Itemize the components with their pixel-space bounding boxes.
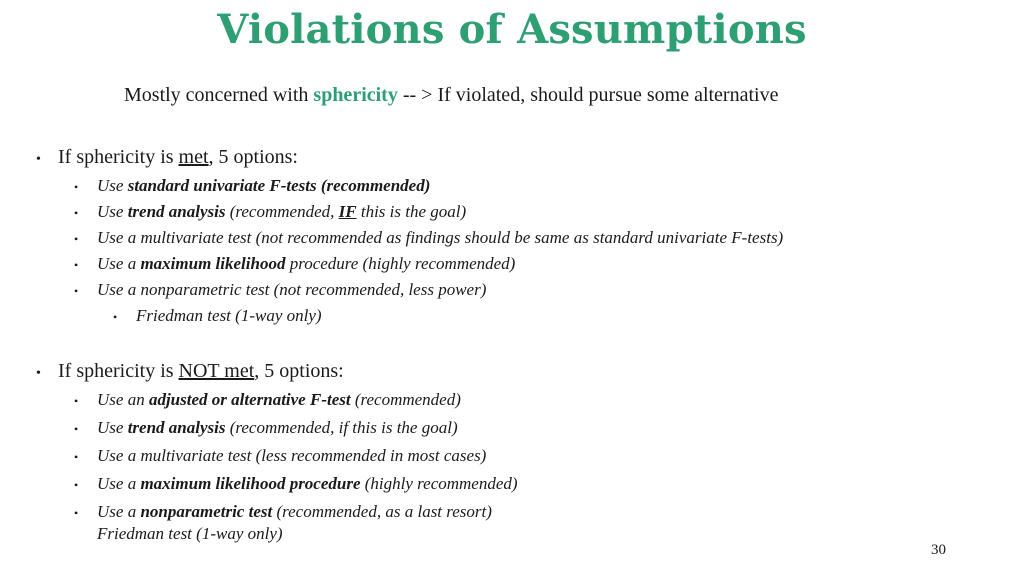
list-item: • Use a nonparametric test (not recommended, less power) bbox=[74, 280, 487, 299]
list-item: • Use an adjusted or alternative F-test (recommended) bbox=[74, 390, 461, 409]
bullet-heading-met bbox=[36, 146, 783, 176]
list-item: • Use a maximum likelihood procedure (highly recommended) bbox=[74, 474, 518, 493]
underlined-term: NOT met bbox=[178, 360, 255, 382]
list-item: • Use trend analysis (recommended, IF this is the goal) bbox=[74, 202, 467, 221]
list-item: • Use a maximum likelihood procedure (highly recommended) bbox=[74, 254, 516, 273]
bullet-icon: • bbox=[74, 478, 79, 492]
slide-subtitle bbox=[124, 84, 778, 107]
bullet-icon: • bbox=[74, 180, 79, 194]
list-item: • Use a nonparametric test (recommended, as a last resort) bbox=[74, 502, 492, 521]
bullet-icon: • bbox=[74, 258, 79, 272]
bullet-heading-not-met bbox=[36, 360, 518, 390]
slide-title: Violations of Assumptions bbox=[217, 6, 807, 53]
bullet-icon: • bbox=[74, 206, 79, 220]
bullet-icon: • bbox=[74, 284, 79, 298]
sub-list-item: • Friedman test (1-way only) bbox=[113, 306, 322, 325]
bullet-icon: • bbox=[74, 450, 79, 464]
bullet-icon: • bbox=[36, 366, 41, 381]
continuation-line: Friedman test (1-way only) bbox=[97, 524, 283, 543]
bullet-icon: • bbox=[36, 152, 41, 167]
list-item: • Use a multivariate test (less recommended in most cases) bbox=[74, 446, 487, 465]
list-item: • Use standard univariate F-tests (recommended) bbox=[74, 176, 431, 195]
bullet-icon: • bbox=[74, 394, 79, 408]
list-item: • Use a multivariate test (not recommended as findings should be same as standard univariate F-tests) bbox=[74, 228, 784, 247]
list-item: • Use trend analysis (recommended, if this is the goal) bbox=[74, 418, 458, 437]
subtitle-prefix: Mostly concerned with bbox=[124, 84, 314, 106]
bullet-icon: • bbox=[113, 310, 118, 324]
underlined-term: met bbox=[178, 146, 209, 168]
bullet-icon: • bbox=[74, 232, 79, 246]
subtitle-suffix: -- > If violated, should pursue some alternative bbox=[397, 84, 779, 106]
section-sphericity-not-met bbox=[36, 360, 518, 544]
subtitle-highlight: sphericity bbox=[313, 84, 398, 106]
section-sphericity-met bbox=[36, 146, 783, 332]
heading-text: If sphericity is met, 5 options: bbox=[58, 146, 298, 168]
heading-text: If sphericity is NOT met, 5 options: bbox=[58, 360, 344, 382]
page-number: 30 bbox=[931, 542, 946, 558]
bullet-icon: • bbox=[74, 422, 79, 436]
bullet-icon: • bbox=[74, 506, 79, 520]
